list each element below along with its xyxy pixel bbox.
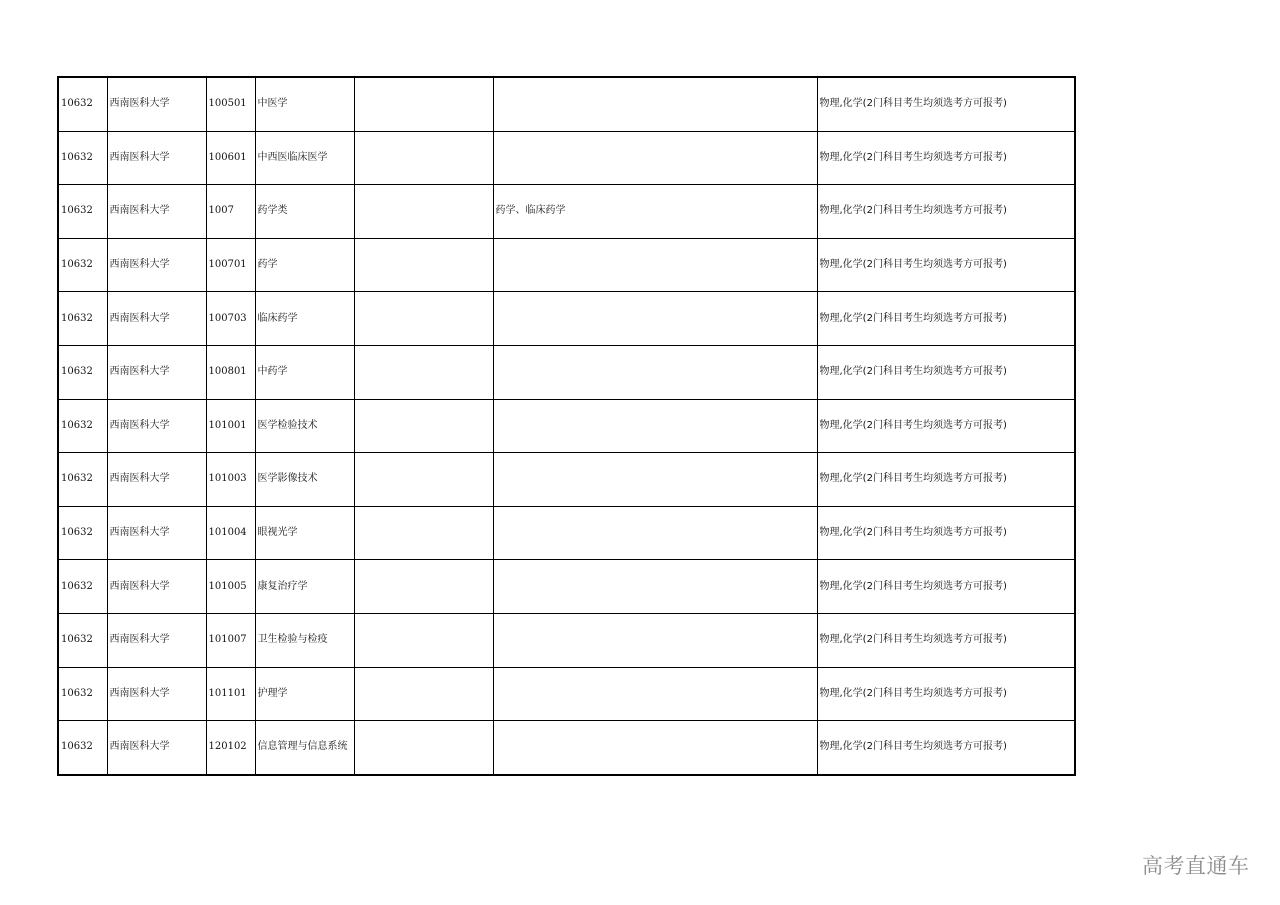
major-code-cell: 101004 [206,506,255,560]
school-code-cell: 10632 [58,238,107,292]
school-code-cell: 10632 [58,399,107,453]
remark-cell [354,613,493,667]
included-majors-cell [493,453,817,507]
included-majors-cell [493,667,817,721]
major-code-cell: 100701 [206,238,255,292]
remark-cell [354,560,493,614]
included-majors-cell [493,721,817,775]
remark-cell [354,399,493,453]
subject-requirement-cell: 物理,化学(2门科目考生均须选考方可报考) [817,238,1075,292]
table-row [58,292,1075,346]
school-name-cell: 西南医科大学 [107,453,206,507]
subject-requirement-cell: 物理,化学(2门科目考生均须选考方可报考) [817,453,1075,507]
remark-cell [354,721,493,775]
school-code-cell: 10632 [58,613,107,667]
major-name-cell: 康复治疗学 [255,560,354,614]
major-code-cell: 1007 [206,185,255,239]
remark-cell [354,131,493,185]
subject-requirement-cell: 物理,化学(2门科目考生均须选考方可报考) [817,667,1075,721]
major-code-cell: 120102 [206,721,255,775]
subject-requirement-cell: 物理,化学(2门科目考生均须选考方可报考) [817,185,1075,239]
admissions-table [57,76,1076,776]
included-majors-cell [493,506,817,560]
major-code-cell: 101005 [206,560,255,614]
school-name-cell: 西南医科大学 [107,292,206,346]
remark-cell [354,238,493,292]
table-row [58,131,1075,185]
included-majors-cell [493,77,817,131]
table-row [58,399,1075,453]
included-majors-cell [493,613,817,667]
school-name-cell: 西南医科大学 [107,238,206,292]
school-name-cell: 西南医科大学 [107,721,206,775]
school-code-cell: 10632 [58,506,107,560]
table-row [58,185,1075,239]
school-code-cell: 10632 [58,345,107,399]
included-majors-cell [493,560,817,614]
subject-requirement-cell: 物理,化学(2门科目考生均须选考方可报考) [817,131,1075,185]
school-code-cell: 10632 [58,292,107,346]
school-code-cell: 10632 [58,77,107,131]
major-code-cell: 100801 [206,345,255,399]
major-code-cell: 101003 [206,453,255,507]
school-name-cell: 西南医科大学 [107,77,206,131]
major-name-cell: 中西医临床医学 [255,131,354,185]
school-name-cell: 西南医科大学 [107,613,206,667]
school-name-cell: 西南医科大学 [107,506,206,560]
table-row [58,345,1075,399]
school-name-cell: 西南医科大学 [107,399,206,453]
major-name-cell: 医学影像技术 [255,453,354,507]
remark-cell [354,667,493,721]
remark-cell [354,292,493,346]
remark-cell [354,453,493,507]
remark-cell [354,77,493,131]
table-row [58,667,1075,721]
subject-requirement-cell: 物理,化学(2门科目考生均须选考方可报考) [817,560,1075,614]
major-name-cell: 医学检验技术 [255,399,354,453]
major-name-cell: 信息管理与信息系统 [255,721,354,775]
major-name-cell: 药学类 [255,185,354,239]
major-code-cell: 101001 [206,399,255,453]
subject-requirement-cell: 物理,化学(2门科目考生均须选考方可报考) [817,399,1075,453]
subject-requirement-cell: 物理,化学(2门科目考生均须选考方可报考) [817,721,1075,775]
table-row [58,613,1075,667]
remark-cell [354,185,493,239]
table-row [58,238,1075,292]
table-row [58,77,1075,131]
school-code-cell: 10632 [58,721,107,775]
school-code-cell: 10632 [58,667,107,721]
included-majors-cell: 药学、临床药学 [493,185,817,239]
table-row [58,560,1075,614]
school-code-cell: 10632 [58,560,107,614]
major-name-cell: 卫生检验与检疫 [255,613,354,667]
major-name-cell: 临床药学 [255,292,354,346]
remark-cell [354,345,493,399]
included-majors-cell [493,238,817,292]
included-majors-cell [493,345,817,399]
school-code-cell: 10632 [58,131,107,185]
major-name-cell: 护理学 [255,667,354,721]
subject-requirement-cell: 物理,化学(2门科目考生均须选考方可报考) [817,292,1075,346]
subject-requirement-cell: 物理,化学(2门科目考生均须选考方可报考) [817,506,1075,560]
subject-requirement-cell: 物理,化学(2门科目考生均须选考方可报考) [817,77,1075,131]
subject-requirement-cell: 物理,化学(2门科目考生均须选考方可报考) [817,613,1075,667]
watermark-text: 高考直通车 [1142,854,1250,878]
table-body [58,77,1075,775]
major-code-cell: 100601 [206,131,255,185]
school-name-cell: 西南医科大学 [107,185,206,239]
table-row [58,721,1075,775]
major-name-cell: 中药学 [255,345,354,399]
school-name-cell: 西南医科大学 [107,131,206,185]
school-name-cell: 西南医科大学 [107,345,206,399]
major-name-cell: 中医学 [255,77,354,131]
included-majors-cell [493,131,817,185]
major-code-cell: 100501 [206,77,255,131]
school-name-cell: 西南医科大学 [107,560,206,614]
remark-cell [354,506,493,560]
included-majors-cell [493,399,817,453]
table-row [58,506,1075,560]
major-code-cell: 101101 [206,667,255,721]
included-majors-cell [493,292,817,346]
subject-requirement-cell: 物理,化学(2门科目考生均须选考方可报考) [817,345,1075,399]
school-code-cell: 10632 [58,185,107,239]
school-name-cell: 西南医科大学 [107,667,206,721]
major-code-cell: 100703 [206,292,255,346]
school-code-cell: 10632 [58,453,107,507]
major-code-cell: 101007 [206,613,255,667]
table-row [58,453,1075,507]
major-name-cell: 药学 [255,238,354,292]
major-name-cell: 眼视光学 [255,506,354,560]
